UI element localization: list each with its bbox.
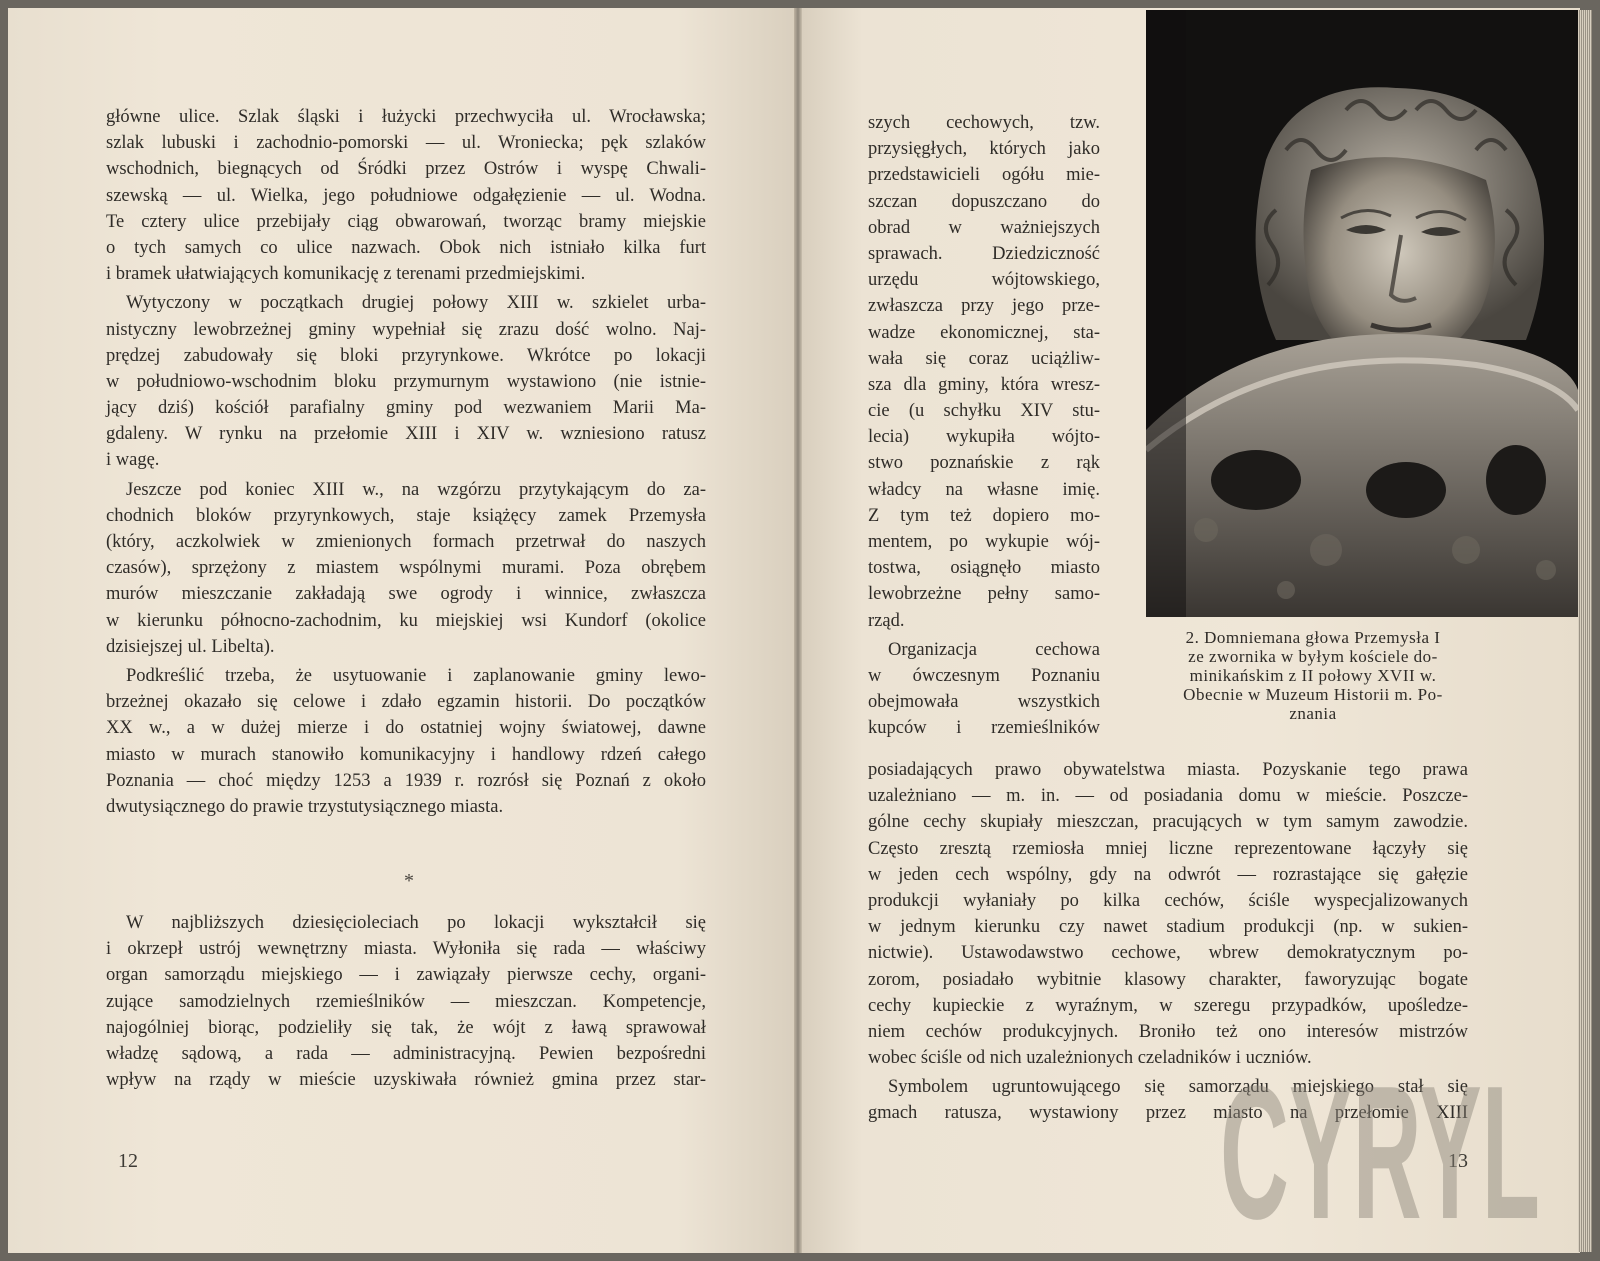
text-line: sprawach. Dziedziczność [868,243,1100,264]
text-line: główne ulice. Szlak śląski i łużycki przechwyciła ul. Wrocławska; [106,107,706,127]
text-line: wobec ściśle od nich uzależnionych czeladników i uczniów. [868,1048,1312,1069]
text-line: mentem, po wykupie wój- [868,532,1100,552]
text-line: czasów), sprzężony z miastem wspólnymi murami. Poza obrębem [106,558,706,579]
text-line: uzależniano — m. in. — od posiadania domu w mieście. Poszcze- [868,786,1468,807]
text-line: murów mieszczanie zakładają swe ogrody i winnice, zwłaszcza [106,584,706,605]
paragraph [106,104,706,287]
text-line: szlak lubuski i zachodnio-pomorski — ul. Wroniecka; pęk szlaków [106,133,706,154]
text-line: i okrzepł ustrój wewnętrzny miasta. Wyłoniła się rada — właściwy [106,939,706,960]
text-line: wadze ekonomicznej, sta- [868,322,1100,343]
text-line: dzisiejszej ul. Libelta). [106,636,275,657]
text-line: zwłaszcza przy jego prze- [868,296,1100,317]
text-line: wała się coraz uciążliw- [868,348,1100,369]
text-line: szczan dopuszczano do [868,191,1100,212]
text-line: przysięgłych, których jako [868,139,1100,160]
photo-caption [1148,628,1478,723]
text-line: szewską — ul. Wielka, jego południowe odgałęzienie — ul. Wodna. [106,185,706,206]
text-line: lewobrzeżne pełny samo- [868,584,1100,605]
text-line: Z tym też dopiero mo- [868,505,1100,526]
paragraph [868,757,1468,1071]
text-line: w południowo-wschodnim bloku przymurnym wystawiono (nie istnie- [106,371,706,392]
left-page-section-paragraph [106,910,706,1093]
text-line: wschodnich, biegnących od Śródki przez Ostrów i wyspę Chwali- [106,159,706,180]
text-line: Poznania — choć między 1253 a 1939 r. rozrósł się Poznań z około [106,770,706,791]
text-line: i wagę. [106,450,160,471]
text-line: niem cechów produkcyjnych. Broniło też ono interesów mistrzów [868,1021,1468,1042]
right-page-narrow-column [868,110,1100,742]
text-line: lecia) wykupiła wójto- [868,427,1100,448]
caption-line: znania [1289,704,1337,723]
text-line: w jednym kierunku czy nawet stadium produkcji (np. w sukien- [868,917,1468,938]
text-line: władcy na własne imię. [868,479,1100,500]
text-line: posiadających prawo obywatelstwa miasta. Pozyskanie tego prawa [868,760,1468,780]
cyryl-watermark [1220,1068,1540,1224]
text-line: Podkreślić trzeba, że usytuowanie i zaplanowanie gminy lewo- [126,665,706,686]
text-line: rząd. [868,610,905,631]
caption-line: ze zwornika w byłym kościele do- [1188,647,1438,666]
text-line: organ samorządu miejskiego — i zawiązały pierwsze cechy, organi- [106,965,706,986]
sculpture-head-photo [1146,10,1578,617]
text-line: w jeden cech wspólny, gdy na odwrót — rozrastające się gałęzie [868,864,1468,885]
section-divider-asterisk: * [404,870,414,892]
text-line: urzędu wójtowskiego, [868,270,1100,291]
text-line: produkcji wyłaniały po kilka cechów, ściśle wyspecjalizowanych [868,890,1468,911]
text-line: XX w., a w dużej mierze i do ostatniej wojny światowej, dawne [106,718,706,739]
text-line: Jeszcze pod koniec XIII w., na wzgórzu przytykającym do za- [126,479,706,500]
caption-line: Obecnie w Muzeum Historii m. Po- [1183,685,1443,704]
book-gutter [794,8,802,1253]
text-line: stwo poznańskie z rąk [868,453,1100,474]
text-line: w kierunku północno-zachodnim, ku miejskiej wsi Kundorf (okolice [106,610,706,631]
text-line: (który, aczkolwiek w zmienionych formach przetrwał do naszych [106,532,706,552]
text-line: nistyczny lewobrzeżnej gminy wypełniał się zrazu dość wolno. Naj- [106,319,706,340]
text-line: Wytyczony w początkach drugiej połowy XIII w. szkielet urba- [126,293,706,314]
text-line: zujące samodzielnych rzemieślników — mieszczan. Kompetencje, [106,991,706,1012]
text-line: Symbolem ugruntowującego się samorządu miejskiego stał się [888,1077,1468,1098]
text-line: o tych samych co ulice nazwach. Obok nich istniało kilka furt [106,237,706,258]
text-line: Te cztery ulice przebijały ciąg obwarowań, tworząc bramy miejskie [106,211,706,232]
text-line: w ówczesnym Poznaniu [868,665,1100,686]
paragraph [868,110,1100,634]
text-line: i bramek ułatwiających komunikację z terenami przedmiejskimi. [106,264,586,285]
watermark-text: CYRYL [1220,1068,1540,1224]
stone-head-illustration [1146,10,1578,617]
caption-line: minikańskim z II połowy XVII w. [1189,666,1437,685]
text-line: zorom, posiadało wybitnie klasowy charakter, faworyzując bogate [868,969,1468,990]
text-line: prędzej zabudowały się bloki przyrynkowe. Wkrótce po lokacji [106,345,706,366]
paragraph [106,477,706,660]
text-line: wpływ na rządy w mieście uzyskiwała również gmina przez star- [106,1070,706,1091]
text-line: szych cechowych, tzw. [868,113,1100,133]
page-number-right: 13 [1448,1150,1468,1172]
paragraph [868,637,1100,742]
left-page-text [106,104,706,820]
page-edges [1578,10,1592,1252]
text-line: brzeżnej okazało się celowe i zdało egzamin historii. Do początków [106,692,706,713]
text-line: najogólniej biorąc, podzieliły się tak, że wójt z ławą sprawował [106,1017,706,1038]
text-line: kupców i rzemieślników [868,718,1100,739]
text-line: obejmowała wszystkich [868,692,1100,713]
text-line: W najbliższych dziesięcioleciach po lokacji wykształcił się [126,913,706,933]
text-line: chodnich bloków przyrynkowych, staje książęcy zamek Przemysła [106,505,706,526]
text-line: przedstawicieli ogółu mie- [868,165,1100,186]
text-line: miasto w murach stanowiło komunikacyjny i handlowy rdzeń całego [106,744,706,765]
text-line: Często zresztą rzemiosła mniej liczne reprezentowane łączyły się [868,838,1468,859]
text-line: gmach ratusza, wystawiony przez miasto na przełomie XIII [868,1103,1468,1124]
text-line: cechy kupieckie z wyraźnym, w szeregu przypadków, upośledze- [868,995,1468,1016]
text-line: dwutysiącznego do prawie trzystutysiącznego miasta. [106,796,504,817]
text-line: obrad w ważniejszych [868,217,1100,238]
text-line: władzę sądową, a rada — administracyjną. Pewien bezpośredni [106,1043,706,1064]
page-number-left: 12 [118,1150,138,1172]
text-line: cie (u schyłku XIV stu- [868,401,1100,422]
text-line: sza dla gminy, która wresz- [868,374,1100,395]
paragraph [106,290,706,473]
paragraph [106,663,706,820]
text-line: nictwie). Ustawodawstwo cechowe, wbrew demokratycznym po- [868,943,1468,964]
text-line: gdaleny. W rynku na przełomie XIII i XIV w. wzniesiono ratusz [106,424,706,445]
text-line: tostwa, osiągnęło miasto [868,558,1100,579]
caption-line: 2. Domniemana głowa Przemysła I [1185,628,1441,647]
text-line: gólne cechy skupiały mieszczan, pracujących w tym samym zawodzie. [868,812,1468,833]
text-line: jący dziś) kościół parafialny gminy pod wezwaniem Marii Ma- [106,398,706,419]
text-line: Organizacja cechowa [888,639,1100,660]
